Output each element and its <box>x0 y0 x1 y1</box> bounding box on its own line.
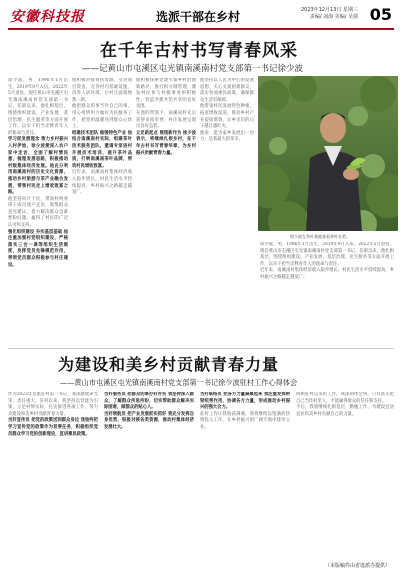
paragraph: 他把群众的事当作自己的事，用心用情用力做好为民服务工作，把党的温暖送到群众心坎上。 <box>72 104 132 130</box>
paragraph: 当好联络员 把各方力量凝聚起来 我注重发挥桥梁纽带作用，协调各方力量，形成推动乡村振兴的强大合力。 <box>200 392 290 411</box>
paragraph: 在他的带领下，南溪南村先后获得多项荣誉，村庄发展呈现出良好态势。 <box>136 110 196 130</box>
paragraph: 他积极探索党建引领乡村治理新路径，推行积分制管理，激发村民参与村级事务的积极性，营造共建共治共享的良好氛围。 <box>136 78 196 110</box>
paragraph: 强化组织建设 夯实基层基础 他注重加强村党组织建设，严格落实三会一课等组织生活制度，发挥党员先锋模范作用，带领党员群众积极参与村庄建设。 <box>8 229 68 268</box>
issue-date: 2023年12月13日 星期三 <box>300 7 358 13</box>
paragraph: 回顾驻村以来的工作，我深刻体会到，只有真正把自己当作村里人，才能赢得群众的信任和支持。 <box>296 392 394 404</box>
article2-column-2 <box>104 392 194 558</box>
paragraph: 今后，我将继续扎根基层，勤勉工作，为建设宜居宜业和美乡村贡献自己的力量。 <box>296 405 394 417</box>
paragraph: 当好宣传员 把党的政策送到群众身边 我始终把学习宣传党的政策作为首要任务，积极组织党员群众学习党的创新理论，宣讲惠民政策。 <box>8 418 98 437</box>
article2-subtitle: ——黄山市屯溪区屯光镇南溪南村党支部第一书记徐少波驻村工作心得体会 <box>60 378 298 387</box>
paragraph: 近年来，南溪南村集体经济收入稳步增长，村民生活水平持续提高，乡村振兴之路越走越宽广。 <box>72 170 132 196</box>
masthead <box>8 2 394 30</box>
paragraph: 组建技术团队 做强特色产业 他结合南溪南村实际，组建茶叶技术服务团队，邀请专家进村开展技术培训，提升茶叶品质，打响南溪南茶叶品牌，带动村民增收致富。 <box>72 130 132 169</box>
paragraph: 当好领航员 把产业发展抓实抓好 我充分发挥自身优势，积极对接各类资源，推动村集体经济发展壮大。 <box>104 411 194 430</box>
article1-column-3 <box>136 78 196 346</box>
article1-headline: 在千年古村书写青春风采 <box>100 41 298 61</box>
dateline <box>301 7 358 21</box>
paragraph: 他坚持以人民为中心的发展思想，关心关爱困难群众，落实各项惠民政策，确保群众生活有保障。 <box>200 78 254 103</box>
paragraph: 徐少波，男，1996年1月出生，2019年9月入伍，2022年5月退役，现任黄山市屯溪区屯光镇南溪南村党支部第一书记。任职以来，他扎根基层，围绕组织建设、产业发展、基层治理、民生服务等方面开展工作，以实干担当诠释青年人的使命与责任。 <box>8 78 68 136</box>
article2-headline: 为建设和美乡村贡献青春力量 <box>58 355 280 374</box>
section-title: 选派干部在乡村 <box>156 10 241 24</box>
paragraph: 他积极对接帮扶资源，引进项目资金，完善村内基础设施，改善人居环境，让村庄面貌焕然一新。 <box>72 78 132 103</box>
article1-photo <box>258 76 398 231</box>
paragraph: 驻村工作让我收获满满，我将继续以饱满的热情投入工作，在乡村振兴的广阔天地中建功立业。 <box>200 411 290 430</box>
footer-note: （本版稿件由省选派办提供） <box>324 563 390 569</box>
article1-subtitle: ——记黄山市屯溪区屯光镇南溪南村党支部第一书记徐少波 <box>82 64 304 74</box>
paragraph: 学习促发展理念 致力乡村振兴 入村伊始，徐少波便深入农户家中走访，全面了解村情民意，梳理发展思路，积极推动村级集体经济发展。他充分利用南溪南村的历史文化资源，推动乡村旅游与茶产业融合发展，带领村民走上增收致富之路。 <box>8 137 68 196</box>
article1-column-4 <box>200 78 254 346</box>
paragraph: 他带领村民发展特色种植，拓宽增收渠道，推动乡村产业提质增效，让乡亲们的日子越过越红火。 <box>200 104 254 130</box>
section-divider <box>8 348 394 349</box>
paragraph: 他说：能为家乡发展出一份力，是我最大的荣幸。 <box>200 130 254 143</box>
paragraph: 作为2023年选派驻村第一书记，我深感使命光荣、责任重大。驻村以来，我坚持以党建为引领，立足村情实际，扎实推进各项工作，努力为建设和美乡村贡献青春力量。 <box>8 392 98 417</box>
page-number: 05 <box>369 5 392 24</box>
paragraph: 当好服务员 把群众的事办好办实 我坚持深入群众，了解群众所思所盼，切实帮助群众解决实际困难，做群众的贴心人。 <box>104 392 194 411</box>
article2-column-4 <box>296 392 394 558</box>
paragraph: 徐少波，男，1996年1月出生，2019年9月入伍，2022年5月退役，现任黄山市屯溪区屯光镇南溪南村党支部第一书记。任职以来，他扎根基层，围绕组织建设、产业发展、基层治理、民生服务等方面开展工作，以实干担当诠释青年人的使命与责任。 <box>260 242 394 267</box>
tea-field-photo <box>258 76 398 231</box>
paragraph: 立足新起点 展现新作为 徐少波表示，将继续扎根乡村，在千年古村书写青春华章，为乡村振兴贡献青春力量。 <box>136 130 196 156</box>
article1-column-1 <box>8 78 68 346</box>
paragraph: 他坚持问计于民，带领村两委班子成员逐户走访，收集群众意见建议，着力解决群众急难愁盼问题，赢得了村民的广泛认可和支持。 <box>8 196 68 229</box>
newspaper-logo: 安徽科技报 <box>10 9 85 25</box>
photo-caption: 徐少波在茶叶基地查看茶叶长势。 <box>290 234 350 239</box>
article1-column-2 <box>72 78 132 346</box>
article2-column-1 <box>8 392 98 558</box>
article1-column-5 <box>260 242 394 346</box>
article2-column-3 <box>200 392 290 558</box>
paragraph: 近年来，南溪南村集体经济收入稳步增长，村民生活水平持续提高，乡村振兴之路越走越宽广。 <box>260 268 394 280</box>
editors: 责编/ 刘海 美编/ 吴倩 <box>309 14 358 20</box>
